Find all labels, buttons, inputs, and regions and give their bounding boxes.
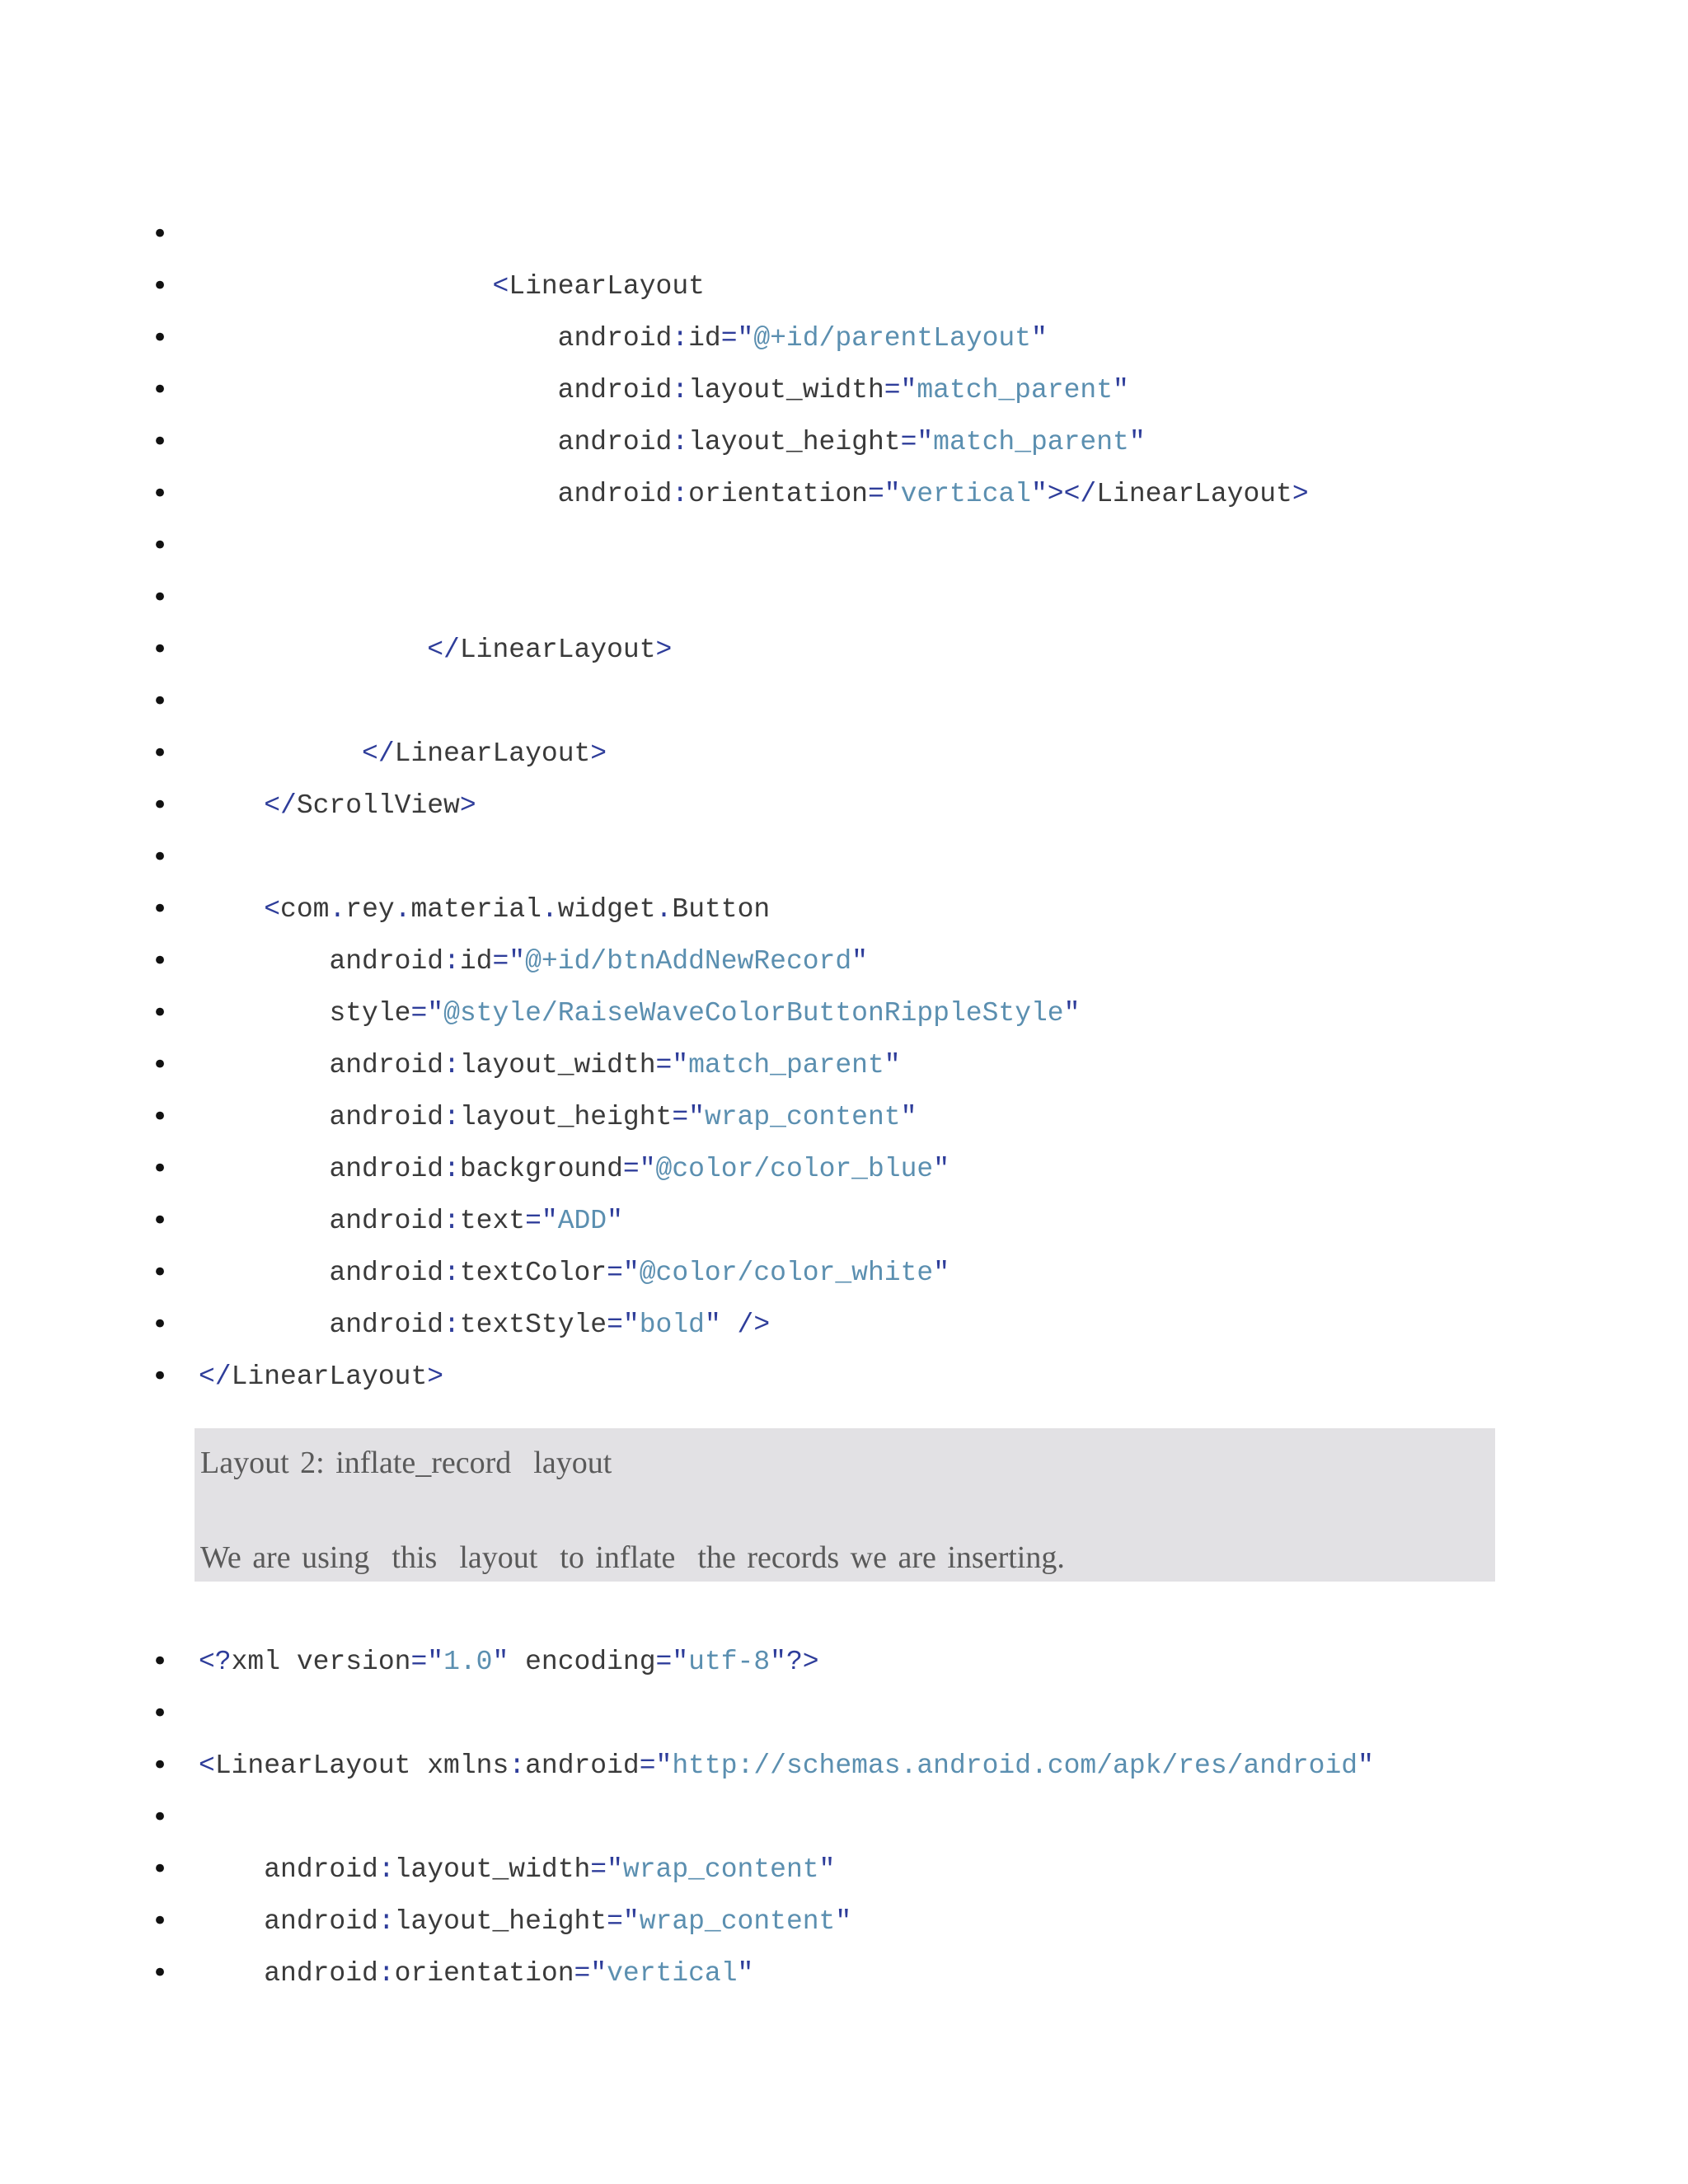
code-line (0, 676, 1688, 728)
bullet-icon: • (151, 1048, 169, 1081)
code-line (0, 1792, 1688, 1844)
code-line (0, 1247, 1688, 1299)
code-listing-layout-1 (0, 209, 1688, 1403)
code-token: =" (607, 1258, 640, 1288)
code-text (199, 468, 1309, 520)
code-token: android (329, 1206, 444, 1236)
bullet-icon: • (151, 529, 169, 562)
bullet-icon: • (151, 1749, 169, 1782)
code-line (0, 572, 1688, 624)
code-token: " (1357, 1750, 1374, 1781)
code-token: textColor (459, 1258, 607, 1288)
code-line (0, 468, 1688, 520)
code-token: android (329, 946, 444, 977)
code-text (199, 1947, 753, 1999)
code-token: widget (557, 894, 656, 925)
code-token: LinearLayout (1096, 479, 1292, 509)
code-token: rey (345, 894, 395, 925)
code-token: android (329, 1310, 444, 1340)
code-token: layout_width (459, 1050, 656, 1080)
code-text (199, 312, 1048, 364)
code-token: layout_height (394, 1906, 607, 1937)
code-line (0, 780, 1688, 832)
code-text (199, 624, 672, 676)
code-token: LinearLayout (231, 1361, 428, 1392)
code-text (199, 364, 1129, 416)
code-token (199, 1050, 329, 1080)
code-token: : (443, 1310, 460, 1340)
code-text (199, 883, 770, 935)
code-text (199, 1740, 1374, 1792)
code-token (199, 427, 558, 457)
code-token: " (818, 1854, 836, 1885)
bullet-icon: • (151, 685, 169, 718)
code-token: com (280, 894, 330, 925)
code-text (199, 416, 1146, 468)
code-token: : (377, 1906, 395, 1937)
code-token: @color/color_white (639, 1258, 934, 1288)
code-token: " (1063, 998, 1081, 1029)
code-token: 1.0 (443, 1647, 493, 1677)
code-text (199, 1195, 623, 1247)
code-token: match_parent (933, 427, 1129, 457)
bullet-icon: • (151, 269, 169, 302)
code-token: vertical (607, 1958, 738, 1989)
code-text (199, 1351, 443, 1403)
code-token: " (607, 1206, 623, 1236)
bullet-icon: • (151, 1360, 169, 1393)
code-line (0, 832, 1688, 883)
code-token (199, 946, 329, 977)
bullet-icon: • (151, 944, 169, 977)
code-token: < (264, 894, 281, 925)
code-token: LinearLayout (459, 635, 656, 665)
code-text (199, 987, 1080, 1039)
code-token: " (933, 1154, 950, 1184)
code-line (0, 209, 1688, 260)
code-token: orientation (688, 479, 868, 509)
code-token (199, 479, 558, 509)
code-line (0, 312, 1688, 364)
code-token: : (672, 427, 689, 457)
code-line (0, 1143, 1688, 1195)
code-token: . (394, 894, 411, 925)
bullet-icon: • (151, 737, 169, 770)
code-line (0, 1844, 1688, 1896)
code-token (199, 790, 264, 821)
code-token: android (557, 479, 673, 509)
code-token: material (410, 894, 542, 925)
code-line (0, 883, 1688, 935)
code-token: : (443, 1102, 460, 1132)
code-text (199, 1844, 835, 1896)
code-token: LinearLayout (394, 738, 591, 769)
code-token: @+id/btnAddNewRecord (525, 946, 852, 977)
code-token: " (492, 1647, 526, 1677)
bullet-icon: • (151, 1308, 169, 1341)
code-token: =" (590, 1854, 623, 1885)
code-token: : (443, 946, 460, 977)
code-token (199, 271, 492, 302)
code-text (199, 1896, 851, 1947)
bullet-icon: • (151, 1853, 169, 1886)
code-token: < (199, 1750, 215, 1781)
code-token: =" (622, 1154, 656, 1184)
code-line (0, 1351, 1688, 1403)
code-token: . (329, 894, 346, 925)
bullet-icon: • (151, 1905, 169, 1938)
code-line (0, 1195, 1688, 1247)
bullet-icon: • (151, 218, 169, 251)
code-text (199, 1636, 819, 1688)
bullet-icon: • (151, 1100, 169, 1133)
code-token: > (655, 635, 673, 665)
code-token (199, 1206, 329, 1236)
code-token: textStyle (459, 1310, 607, 1340)
code-token: =" (410, 998, 444, 1029)
code-line (0, 935, 1688, 987)
code-token: </ (362, 738, 395, 769)
bullet-icon: • (151, 841, 169, 874)
section-description: We are using this layout to inflate the records we are inserting. (200, 1540, 1065, 1575)
code-token: layout_height (459, 1102, 673, 1132)
code-line (0, 1039, 1688, 1091)
code-token (199, 635, 427, 665)
code-token: ScrollView (296, 790, 460, 821)
code-token: @+id/parentLayout (753, 323, 1031, 354)
code-line (0, 1299, 1688, 1351)
code-token: android (329, 1258, 444, 1288)
code-token: android (329, 1102, 444, 1132)
code-token (199, 323, 558, 354)
code-token: http://schemas.android.com/apk/res/android (672, 1750, 1358, 1781)
code-token: " (933, 1258, 950, 1288)
code-token: "?> (770, 1647, 819, 1677)
code-token: " (737, 1958, 754, 1989)
code-token (199, 1102, 329, 1132)
bullet-icon: • (151, 581, 169, 614)
code-token: android (329, 1050, 444, 1080)
code-token: : (443, 1154, 460, 1184)
code-token: =" (525, 1206, 558, 1236)
code-token: android (264, 1906, 378, 1937)
bullet-icon: • (151, 1957, 169, 1990)
code-token: : (509, 1750, 526, 1781)
code-token (199, 1154, 329, 1184)
code-token (199, 1958, 264, 1989)
code-line (0, 1896, 1688, 1947)
code-token: : (443, 1258, 460, 1288)
code-token: . (655, 894, 673, 925)
code-token: </ (427, 635, 460, 665)
code-token: : (377, 1854, 395, 1885)
section-heading: Layout 2: inflate_record layout (200, 1446, 612, 1480)
code-token: android (525, 1750, 640, 1781)
code-token: < (492, 271, 509, 302)
code-text (199, 1143, 950, 1195)
code-token: " (1030, 323, 1048, 354)
code-token: " (884, 1050, 901, 1080)
code-token: layout_width (394, 1854, 591, 1885)
code-token: bold (639, 1310, 705, 1340)
code-token: wrap_content (639, 1906, 836, 1937)
code-line (0, 1688, 1688, 1740)
code-text (199, 1299, 770, 1351)
code-text (199, 780, 476, 832)
code-token: " /> (704, 1310, 771, 1340)
code-token: @style/RaiseWaveColorButtonRippleStyle (443, 998, 1064, 1029)
code-token (199, 1854, 264, 1885)
code-token: android (557, 323, 673, 354)
code-token: </ (264, 790, 297, 821)
code-token: =" (867, 479, 901, 509)
code-token (199, 1310, 329, 1340)
code-token: =" (574, 1958, 607, 1989)
code-token: android (264, 1854, 378, 1885)
code-token: =" (655, 1647, 689, 1677)
bullet-icon: • (151, 996, 169, 1029)
code-line (0, 987, 1688, 1039)
bullet-icon: • (151, 1801, 169, 1834)
code-token: @color/color_blue (655, 1154, 934, 1184)
code-token: id (459, 946, 493, 977)
code-token: orientation (394, 1958, 574, 1989)
code-token: =" (639, 1750, 673, 1781)
code-token: =" (900, 427, 934, 457)
code-token: " (1113, 375, 1129, 405)
code-token: : (443, 1050, 460, 1080)
code-line (0, 1947, 1688, 1999)
code-token (199, 1906, 264, 1937)
bullet-icon: • (151, 1645, 169, 1678)
code-token: layout_height (688, 427, 901, 457)
code-text (199, 1091, 917, 1143)
code-token: : (672, 375, 689, 405)
code-token: style (329, 998, 411, 1029)
code-token: match_parent (917, 375, 1113, 405)
code-text (199, 1039, 901, 1091)
code-token: ADD (557, 1206, 607, 1236)
code-line (0, 364, 1688, 416)
code-token: =" (720, 323, 754, 354)
code-text (199, 935, 868, 987)
code-line (0, 728, 1688, 780)
code-token: android (264, 1958, 378, 1989)
code-token: <? (199, 1647, 232, 1677)
code-token: layout_width (688, 375, 884, 405)
code-text (199, 728, 607, 780)
bullet-icon: • (151, 477, 169, 510)
bullet-icon: • (151, 1697, 169, 1730)
code-token: =" (655, 1050, 689, 1080)
code-text (199, 1247, 950, 1299)
code-line (0, 1740, 1688, 1792)
code-line (0, 1636, 1688, 1688)
code-token (199, 998, 329, 1029)
code-token: id (688, 323, 721, 354)
code-line (0, 624, 1688, 676)
code-token: : (443, 1206, 460, 1236)
code-token (199, 375, 558, 405)
code-token: Button (672, 894, 771, 925)
code-token: match_parent (688, 1050, 884, 1080)
code-token: " (835, 1906, 852, 1937)
bullet-icon: • (151, 425, 169, 458)
code-token: wrap_content (622, 1854, 819, 1885)
code-token: " (900, 1102, 917, 1132)
code-token: : (377, 1958, 395, 1989)
code-token: . (541, 894, 558, 925)
section-callout (195, 1428, 1495, 1582)
bullet-icon: • (151, 1204, 169, 1237)
code-token: LinearLayout (509, 271, 705, 302)
code-token: : (672, 323, 689, 354)
code-token: android (557, 375, 673, 405)
code-listing-layout-2 (0, 1636, 1688, 1999)
code-line (0, 520, 1688, 572)
bullet-icon: • (151, 1256, 169, 1289)
code-token (199, 894, 264, 925)
bullet-icon: • (151, 321, 169, 354)
code-line (0, 416, 1688, 468)
code-token: =" (607, 1906, 640, 1937)
code-token: > (590, 738, 607, 769)
code-token (199, 738, 362, 769)
code-token: "></ (1031, 479, 1097, 509)
code-token: background (459, 1154, 623, 1184)
code-token: xml version (231, 1647, 411, 1677)
code-token: =" (672, 1102, 705, 1132)
code-token: LinearLayout xmlns (214, 1750, 509, 1781)
code-token: android (557, 427, 673, 457)
code-token: =" (410, 1647, 444, 1677)
code-token: vertical (900, 479, 1031, 509)
code-line (0, 260, 1688, 312)
code-token: " (851, 946, 868, 977)
code-token: > (1292, 479, 1309, 509)
code-token: </ (199, 1361, 232, 1392)
bullet-icon: • (151, 789, 169, 822)
code-text (199, 260, 705, 312)
code-token: =" (607, 1310, 640, 1340)
bullet-icon: • (151, 373, 169, 406)
code-token: > (427, 1361, 444, 1392)
code-token: utf-8 (688, 1647, 771, 1677)
code-token: > (459, 790, 476, 821)
code-token: : (672, 479, 689, 509)
code-token: =" (884, 375, 917, 405)
bullet-icon: • (151, 893, 169, 926)
bullet-icon: • (151, 633, 169, 666)
code-token (199, 1258, 329, 1288)
code-token: android (329, 1154, 444, 1184)
bullet-icon: • (151, 1152, 169, 1185)
code-token: text (459, 1206, 526, 1236)
code-line (0, 1091, 1688, 1143)
code-token: encoding (525, 1647, 656, 1677)
code-token: wrap_content (704, 1102, 901, 1132)
code-token: =" (492, 946, 526, 977)
code-token: " (1128, 427, 1146, 457)
